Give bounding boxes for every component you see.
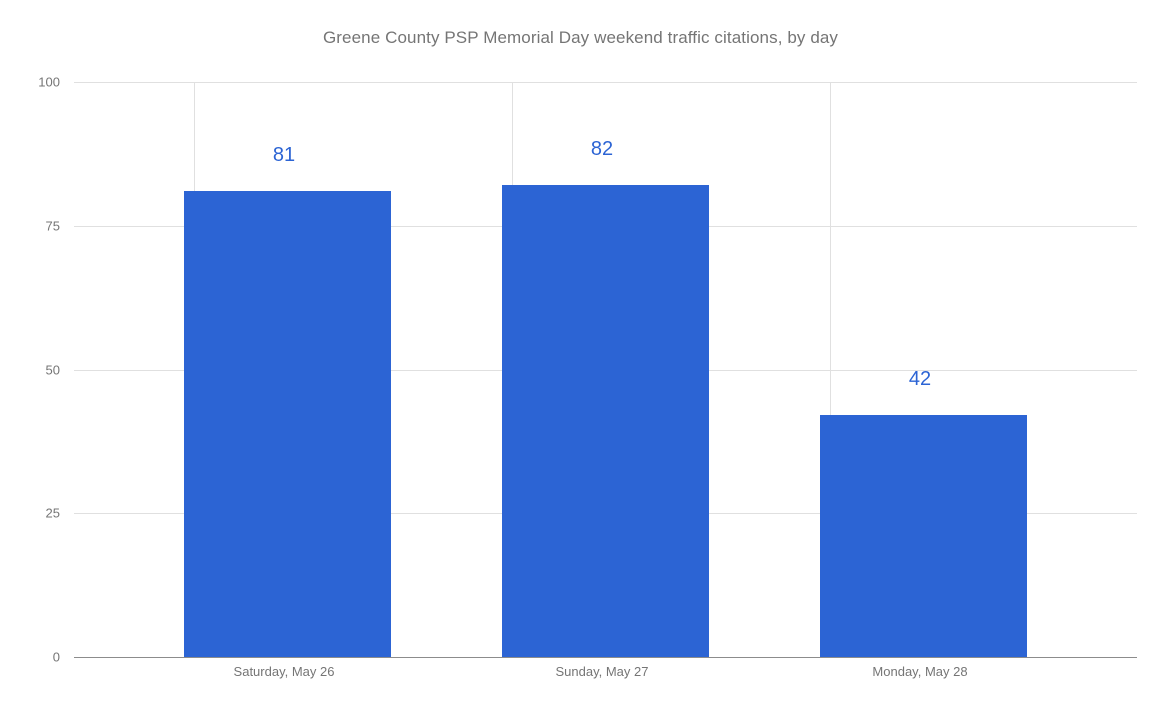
bar-sunday-may-27[interactable] (502, 185, 709, 657)
bar-value-monday-may-28: 42 (908, 368, 932, 390)
bar-value-sunday-may-27: 82 (590, 138, 614, 160)
y-tick-label-0: 0 (52, 649, 60, 665)
bar-value-saturday-may-26: 81 (272, 144, 296, 166)
x-tick-label-saturday-may-26: Saturday, May 26 (233, 664, 335, 679)
y-tick-label-75: 75 (45, 218, 60, 234)
plot-area (74, 82, 1137, 657)
x-tick-label-sunday-may-27: Sunday, May 27 (555, 664, 649, 679)
y-tick-label-100: 100 (38, 74, 60, 90)
axis-baseline (74, 657, 1137, 658)
y-tick-label-50: 50 (45, 362, 60, 378)
y-tick-label-25: 25 (45, 505, 60, 521)
x-tick-label-monday-may-28: Monday, May 28 (872, 664, 968, 679)
bar-monday-may-28[interactable] (820, 415, 1027, 657)
gridline-100 (74, 82, 1137, 83)
chart-title: Greene County PSP Memorial Day weekend traffic citations, by day (322, 28, 839, 47)
bar-saturday-may-26[interactable] (184, 191, 391, 657)
